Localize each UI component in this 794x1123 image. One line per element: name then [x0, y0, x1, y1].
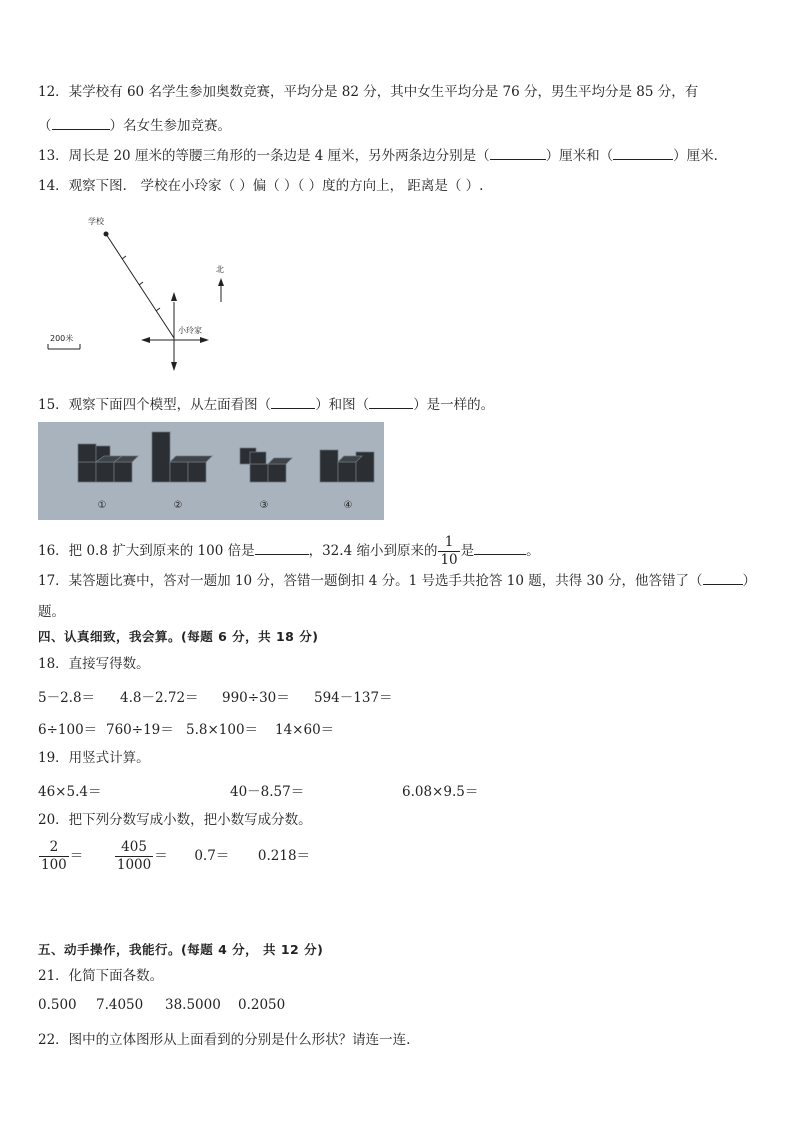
q13-text-c: ）厘米．: [673, 148, 728, 164]
q16-line: [38, 534, 540, 569]
q16-fraction: [438, 534, 459, 569]
q21-item-2: 7.4050: [96, 997, 144, 1013]
q18-item-6: 760÷19＝: [106, 722, 174, 738]
q21-item-4: 0.2050: [238, 997, 286, 1013]
q22-title: 22．图中的立体图形从上面看到的分别是什么形状？请连一连.: [38, 1032, 411, 1048]
q17-blank[interactable]: [703, 570, 743, 585]
q20-frac2-den: 1000: [116, 857, 152, 873]
q19-item-3: 6.08×9.5＝: [402, 784, 479, 800]
q17-line1: [38, 570, 756, 591]
q12-line2: [38, 115, 231, 136]
q15-blank-1[interactable]: [271, 394, 315, 409]
q21-title: 21．化简下面各数。: [38, 968, 164, 984]
q18-title: 18．直接写得数。: [38, 656, 150, 672]
section4-title: 四、认真细致，我会算。(每题 6 分，共 18 分): [38, 629, 319, 644]
q16-frac-den: 10: [440, 552, 458, 568]
q18-item-1: 5－2.8＝: [38, 690, 96, 706]
q16-blank-2[interactable]: [474, 540, 526, 555]
q16-text-d: 。: [526, 543, 540, 559]
school-label: 学校: [88, 217, 104, 226]
q18-item-4: 594－137＝: [314, 690, 393, 706]
axis-arrow-up: [171, 292, 177, 301]
model-label-1: ①: [97, 500, 107, 511]
scale-label: 200米: [50, 334, 74, 343]
q18-item-8: 14×60＝: [275, 722, 335, 738]
q20-frac-1: [39, 839, 69, 874]
q20-row: [38, 838, 310, 874]
q13-blank-2[interactable]: [613, 145, 673, 160]
q19-item-2: 40－8.57＝: [230, 784, 305, 800]
q13-blank-1[interactable]: [490, 145, 546, 160]
q18-item-7: 5.8×100＝: [186, 722, 259, 738]
q13-line: [38, 145, 727, 166]
q20-frac2-num: 405: [115, 839, 153, 857]
q12-answer-blank[interactable]: [52, 115, 110, 130]
q14-text: 14．观察下图． 学校在小玲家（ ）偏（ ）（ ）度的方向上， 距离是（ ）.: [38, 178, 484, 194]
q16-frac-num: 1: [438, 534, 459, 552]
q20-dec-1: 0.7＝: [194, 848, 230, 864]
school-dot: [104, 232, 109, 237]
q20-eq-1: ＝: [69, 848, 84, 864]
q20-title: 20．把下列分数写成小数，把小数写成分数。: [38, 812, 312, 828]
axis-arrow-right: [200, 337, 209, 343]
cube-models-photo: [38, 422, 384, 520]
q15-text-a: 15．观察下面四个模型，从左面看图（: [38, 397, 272, 413]
school-home-line: [106, 234, 174, 338]
q20-frac1-num: 2: [39, 839, 69, 857]
direction-map-figure: [38, 210, 228, 380]
q16-blank-1[interactable]: [255, 540, 309, 555]
q18-item-2: 4.8－2.72＝: [120, 690, 199, 706]
q16-text-a: 16．把 0.8 扩大到原来的 100 倍是: [38, 543, 255, 559]
q15-text-c: ）是一样的。: [413, 397, 495, 413]
q17-close: ）: [742, 573, 757, 589]
q20-dec-2: 0.218＝: [257, 848, 311, 864]
north-arrow-icon: [218, 278, 224, 286]
q12-close: ）名女生参加竞赛。: [109, 118, 231, 134]
q21-item-1: 0.500: [38, 997, 77, 1013]
q20-eq-2: ＝: [154, 848, 168, 864]
q12-line1: 12．某学校有 60 名学生参加奥数竞赛，平均分是 82 分，其中女生平均分是 76 分，男生平均分是 85 分，有: [38, 84, 699, 100]
q20-frac1-den: 100: [41, 857, 67, 873]
model-label-4: ④: [343, 500, 353, 511]
model-label-3: ③: [259, 500, 269, 511]
model-label-2: ②: [173, 500, 183, 511]
q16-text-b: ，32.4 缩小到原来的: [308, 543, 438, 559]
q17-text: 17．某答题比赛中，答对一题加 10 分，答错一题倒扣 4 分。1 号选手共抢答 10 题，共得 30 分，他答错了（: [38, 573, 703, 589]
q18-item-3: 990÷30＝: [222, 690, 290, 706]
q15-text-b: ）和图（: [315, 397, 370, 413]
q13-text-a: 13．周长是 20 厘米的等腰三角形的一条边是 4 厘米，另外两条边分别是（: [38, 148, 490, 164]
q12-open: （: [38, 118, 52, 134]
q18-item-5: 6÷100＝: [38, 722, 98, 738]
q15-blank-2[interactable]: [369, 394, 413, 409]
axis-arrow-down: [171, 362, 177, 371]
axis-arrow-left: [141, 337, 150, 343]
q21-item-3: 38.5000: [165, 997, 221, 1013]
q17-line2: 题。: [38, 604, 65, 620]
north-label: 北: [216, 265, 224, 274]
q20-frac-2: [115, 839, 153, 874]
q13-text-b: ）厘米和（: [545, 148, 614, 164]
q16-text-c: 是: [460, 543, 475, 559]
home-label: 小玲家: [178, 326, 202, 335]
section5-title: 五、动手操作，我能行。(每题 4 分， 共 12 分): [38, 942, 324, 957]
q19-item-1: 46×5.4＝: [38, 784, 102, 800]
q19-title: 19．用竖式计算。: [38, 750, 150, 766]
q15-line: [38, 394, 494, 415]
